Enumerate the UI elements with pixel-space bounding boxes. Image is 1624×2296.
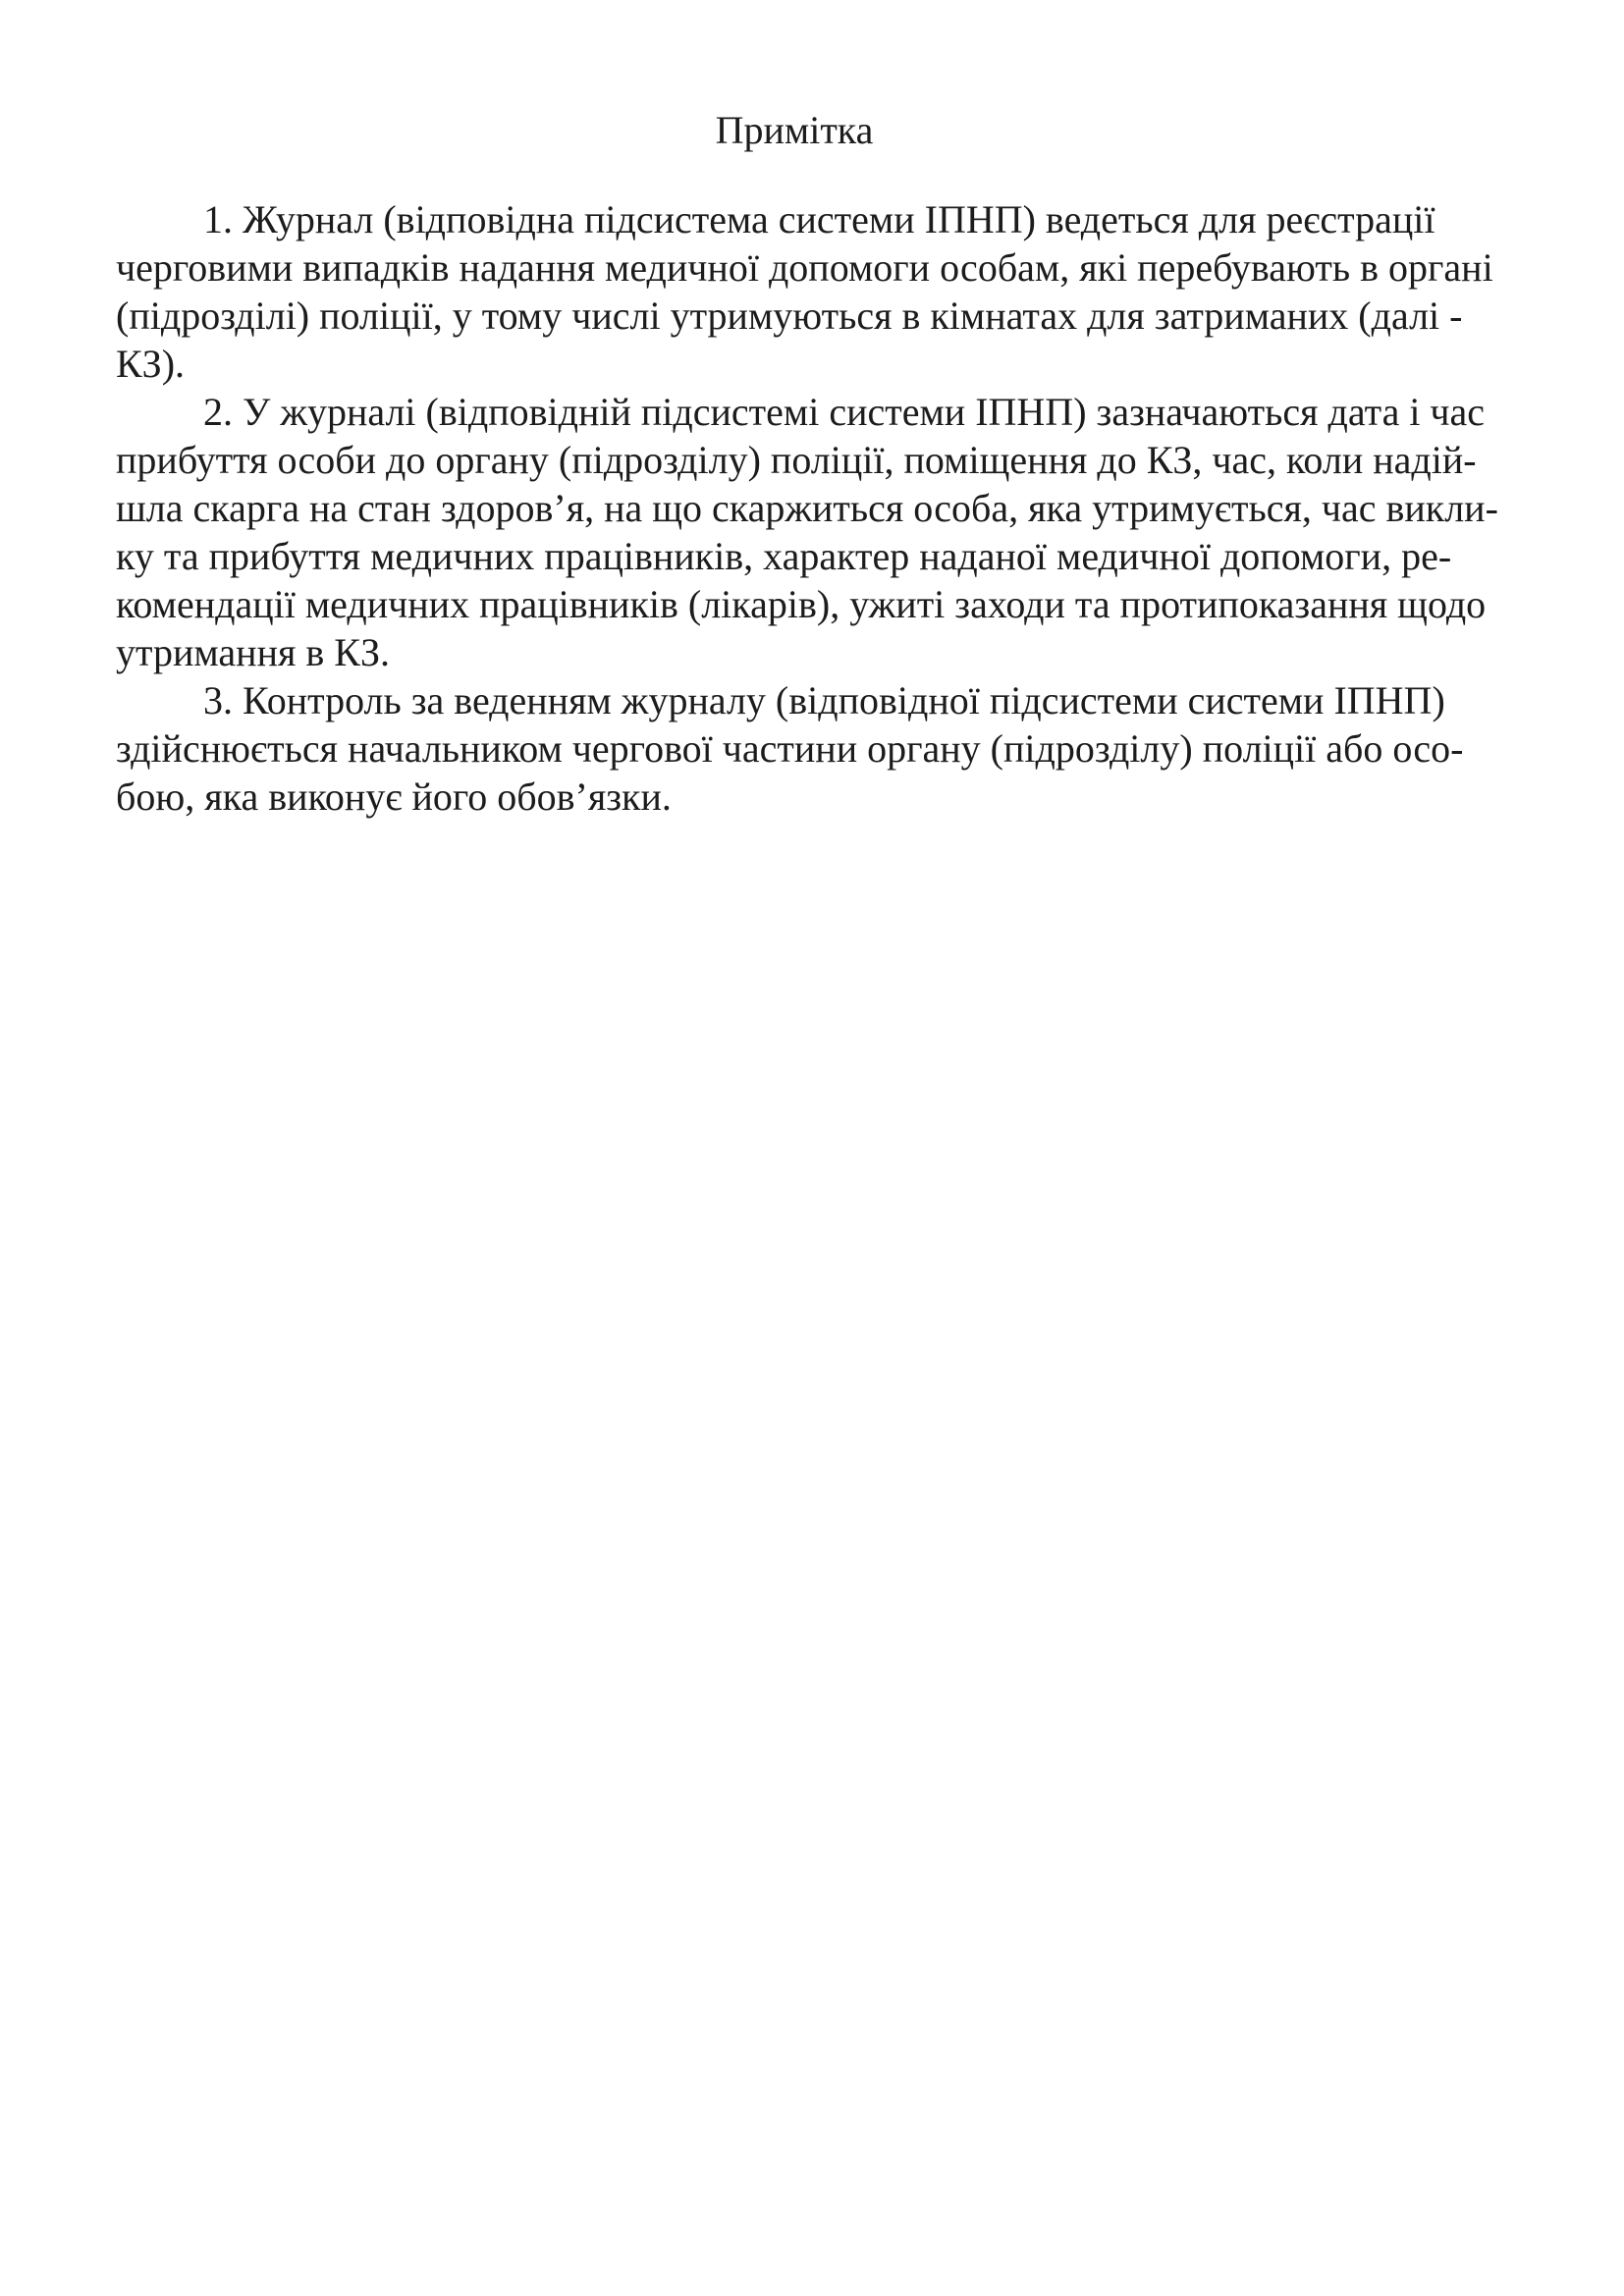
paragraph-line: 2. У журналі (відповідній підсистемі системи ІПНП) зазначаються дата і час [203,390,1486,434]
paragraph-line: черговими випадків надання медичної допомоги особам, які перебувають в органі [116,245,1493,290]
paragraph-line: шла скарга на стан здоров’я, на що скаржиться особа, яка утримується, час викли- [116,486,1498,530]
paragraph-line: 3. Контроль за веденням журналу (відповідної підсистеми системи ІПНП) [203,678,1445,722]
paragraph-3 [116,676,1473,821]
paragraph-line: 1. Журнал (відповідна підсистема системи ІПНП) ведеться для реєстрації [203,197,1435,241]
paragraph-line: утримання в КЗ. [116,630,390,674]
paragraph-line: комендації медичних працівників (лікарів), ужиті заходи та протипоказання щодо [116,582,1487,626]
note-section [116,106,1498,821]
paragraph-line: здійснюється начальником чергової частини органу (підрозділу) поліції або осо- [116,726,1464,771]
paragraph-2 [116,388,1498,676]
paragraph-line: бою, яка виконує його обов’язки. [116,774,672,819]
paragraph-line: (підрозділі) поліції, у тому числі утримуються в кімнатах для затриманих (далі - [116,294,1463,338]
page-title: Примітка [715,108,874,152]
paragraph-line: прибуття особи до органу (підрозділу) поліції, поміщення до КЗ, час, коли надій- [116,438,1477,482]
paragraph-line: ку та прибуття медичних працівників, характер наданої медичної допомоги, ре- [116,534,1452,578]
paragraph-1 [116,195,1493,388]
paragraph-line: КЗ). [116,342,186,386]
